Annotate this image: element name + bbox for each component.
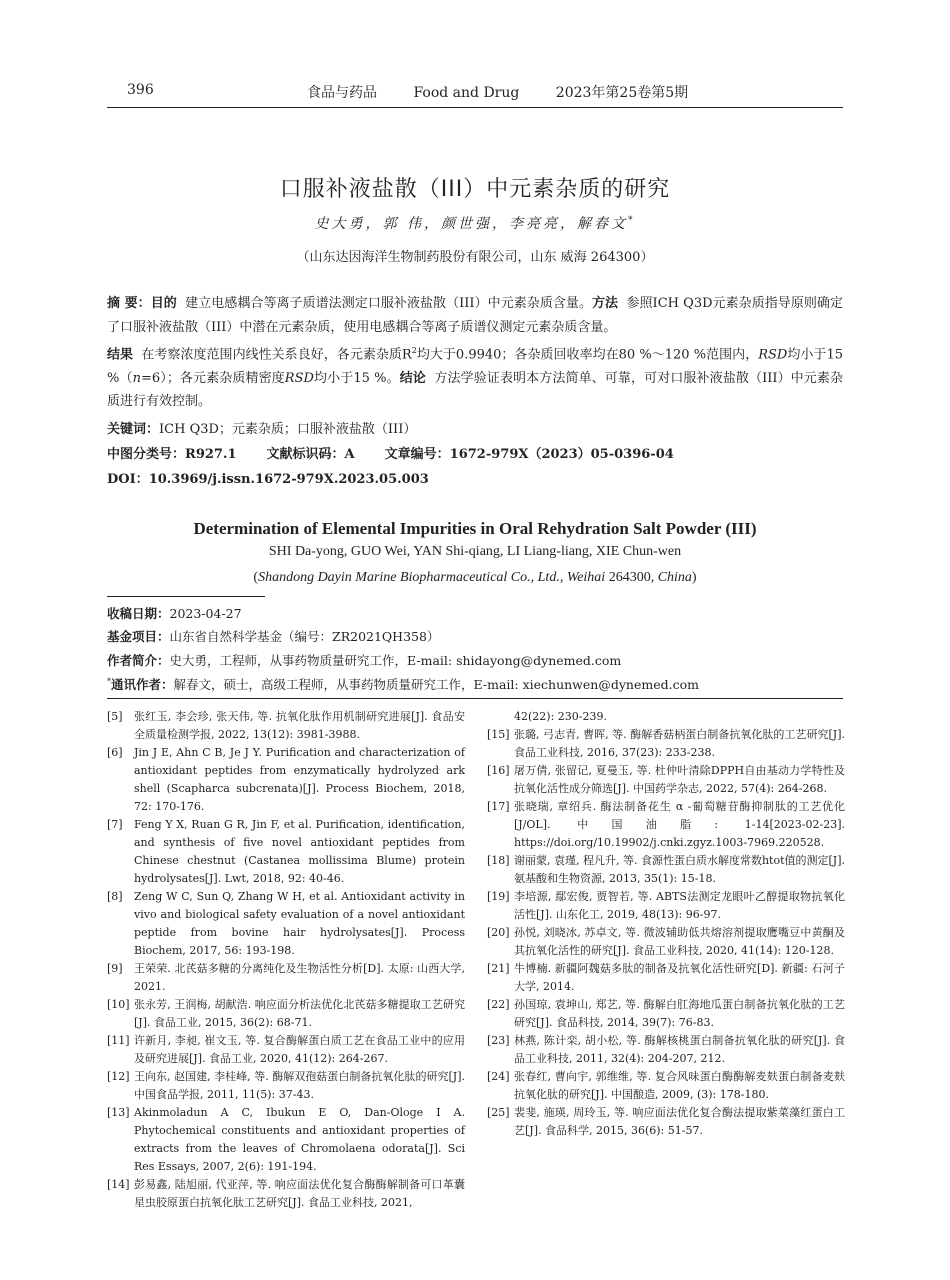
classification (107, 443, 674, 462)
corr-label: 通讯作者： (111, 677, 174, 692)
reference-text: 林燕, 陈计栾, 胡小松, 等. 酶解核桃蛋白制备抗氧化肽的研究[J]. 食品工业科技, 2011, 32(4): 204-207, 212. (514, 1034, 845, 1065)
reference-item (107, 960, 465, 996)
received-label: 收稿日期： (107, 606, 170, 621)
doi-value: 10.3969/j.issn.1672-979X.2023.05.003 (148, 472, 429, 487)
reference-number: [23] (487, 1034, 510, 1047)
references-left-column (107, 708, 465, 1212)
received-value: 2023-04-27 (169, 606, 242, 621)
reference-number: [19] (487, 890, 510, 903)
reference-text: 谢丽蒙, 袁瑾, 程凡升, 等. 食源性蛋白质水解度常数htot值的测定[J]. 氨基酸和生物资源, 2013, 35(1): 15-18. (514, 854, 846, 885)
clc-value: R927.1 (185, 447, 237, 462)
reference-number: [13] (107, 1106, 130, 1119)
received-date (107, 604, 242, 622)
reference-text: 裴斐, 施瑛, 周玲玉, 等. 响应面法优化复合酶法提取紫菜藻红蛋白工艺[J]. 食品科学, 2015, 36(6): 51-57. (514, 1106, 845, 1137)
reference-item (107, 744, 465, 816)
reference-text: 王荣荣. 北芪菇多糖的分离纯化及生物活性分析[D]. 太原: 山西大学, 2021. (134, 962, 465, 993)
reference-item (487, 852, 845, 888)
fund-label: 基金项目： (107, 629, 170, 644)
reference-item (107, 1176, 465, 1212)
author-bio-value: 史大勇，工程师，从事药物质量研究工作，E-mail: shidayong@dynemed.com (169, 653, 622, 668)
reference-number: [8] (107, 890, 123, 903)
journal-name-en: Food and Drug (413, 85, 520, 101)
corresponding-mark: * (627, 215, 636, 226)
reference-number: [25] (487, 1106, 510, 1119)
reference-text: Feng Y X, Ruan G R, Jin F, et al. Purification, identification, and synthesis of five novel antioxidant peptides from Chinese chestnut (Castanea mollissima Blume) protein hydrolysates[J]. Lwt, 2018, 92: 40-46. (134, 818, 465, 885)
reference-item (107, 888, 465, 960)
reference-text: 牛博楠. 新疆阿魏菇多肽的制备及抗氧化活性研究[D]. 新疆: 石河子大学, 2014. (514, 962, 845, 993)
reference-item (487, 1032, 845, 1068)
reference-item (487, 996, 845, 1032)
reference-item (107, 708, 465, 744)
reference-text: Zeng W C, Sun Q, Zhang W H, et al. Antioxidant activity in vivo and biological safety evaluation of a novel antioxidant peptide from bovine hair hydrolysates[J]. Process Biochem, 2017, 56: 193-198. (134, 890, 465, 957)
doi (107, 468, 429, 487)
footnote-rule (107, 596, 265, 597)
reference-text: 张红玉, 李会珍, 张天伟, 等. 抗氧化肽作用机制研究进展[J]. 食品安全质量检测学报, 2022, 13(12): 3981-3988. (134, 710, 465, 741)
fund-value: 山东省自然科学基金（编号：ZR2021QH358） (169, 629, 440, 644)
page-number: 396 (127, 82, 154, 98)
corr-mark: * (107, 676, 111, 686)
reference-number: [18] (487, 854, 510, 867)
r-squared-sup: 2 (411, 346, 417, 355)
author-list (0, 213, 950, 233)
objective-text: 建立电感耦合等离子质谱法测定口服补液盐散（III）中元素杂质含量。 (185, 296, 593, 311)
reference-number: [11] (107, 1034, 130, 1047)
reference-text: 许新月, 李昶, 崔文玉, 等. 复合酶解蛋白质工艺在食品工业中的应用及研究进展[J]. 食品工业, 2020, 41(12): 264-267. (134, 1034, 465, 1065)
reference-text: 孙悦, 刘晓冰, 苏卓文, 等. 微波辅助低共熔溶剂提取鹰嘴豆中黄酮及其抗氧化活性的研究[J]. 食品工业科技, 2020, 41(14): 120-128. (514, 926, 845, 957)
keywords-value: ICH Q3D；元素杂质；口服补液盐散（III） (159, 422, 417, 437)
corr-value: 解春文，硕士，高级工程师，从事药物质量研究工作，E-mail: xiechunwen@dynemed.com (173, 677, 699, 692)
conclusion-text: 方法学验证表明本方法简单、可靠，可对口服补液盐散（III）中元素杂质进行有效控制。 (107, 370, 844, 410)
doi-label: DOI： (107, 472, 149, 487)
method-text: 参照ICH Q3D元素杂质指导原则确定了口服补液盐散（III）中潜在元素杂质，使用电感耦合等离子质谱仪测定元素杂质含量。 (107, 296, 843, 335)
journal-issue: 2023年第25卷第5期 (555, 85, 689, 101)
results-text-1: 在考察浓度范围内线性关系良好，各元素杂质R (141, 347, 412, 363)
reference-number: [14] (107, 1178, 130, 1191)
affil-country: China (657, 570, 692, 585)
reference-number: [21] (487, 962, 510, 975)
references-right-column (487, 708, 845, 1140)
journal-name-cn: 食品与药品 (307, 85, 377, 101)
english-title: Determination of Elemental Impurities in Oral Rehydration Salt Powder (III) (193, 519, 757, 538)
article-no-value: 1672-979X（2023）05-0396-04 (449, 447, 674, 462)
results-text-5: 均小于15 %。 (313, 370, 400, 386)
keywords-label: 关键词： (107, 422, 160, 437)
reference-text: 彭易鑫, 陆旭丽, 代亚萍, 等. 响应面法优化复合酶酶解制备可口革囊星虫胶原蛋白抗氧化肽工艺研究[J]. 食品工业科技, 2021, (134, 1178, 465, 1209)
english-authors: SHI Da-yong, GUO Wei, YAN Shi-qiang, LI Liang-liang, XIE Chun-wen (268, 544, 682, 559)
objective-label: 目的 (150, 296, 177, 311)
reference-item (487, 762, 845, 798)
reference-item (487, 960, 845, 996)
reference-number: [15] (487, 728, 510, 741)
affil-open: ( (253, 570, 259, 585)
article-no-label: 文章编号： (384, 447, 450, 462)
reference-text: 王向东, 赵国建, 李桂峰, 等. 酶解双孢菇蛋白制备抗氧化肽的研究[J]. 中国食品学报, 2011, 11(5): 37-43. (134, 1070, 465, 1101)
clc-label: 中图分类号： (107, 447, 186, 462)
affil-postcode: 264300, (605, 570, 658, 585)
reference-number: [10] (107, 998, 130, 1011)
abstract-label: 摘 要： (107, 296, 151, 311)
reference-item (487, 1104, 845, 1140)
reference-item (487, 798, 845, 852)
doc-code-label: 文献标识码： (266, 447, 345, 462)
paper-title: 口服补液盐散（III）中元素杂质的研究 (279, 177, 671, 202)
results-text-3: 均小于15 %（ (107, 347, 843, 386)
reference-text: Akinmoladun A C, Ibukun E O, Dan-Ologe I A. Phytochemical constituents and antioxidant properties of extracts from the leaves of Chromolaena odorata[J]. Sci Res Essays, 2007, 2(6): 191-194. (134, 1106, 465, 1173)
reference-text: Jin J E, Ahn C B, Je J Y. Purification and characterization of antioxidant peptides from enzymatically hydrolyzed ark shell (Scapharca subcrenata)[J]. Process Biochem, 2018, 72: 170-176. (134, 746, 465, 813)
reference-text: 42(22): 230-239. (514, 710, 607, 723)
results-text-4: =6）；各元素杂质精密度 (140, 370, 285, 386)
reference-item (107, 1104, 465, 1176)
rsd-label-2: RSD (284, 370, 314, 386)
fund (107, 627, 439, 645)
reference-item (487, 708, 845, 726)
affil-institution: Shandong Dayin Marine Biopharmaceutical Co., Ltd., Weihai (258, 570, 606, 585)
author-bio-label: 作者简介： (107, 653, 170, 668)
results-label: 结果 (107, 347, 134, 363)
reference-text: 孙国琼, 袁坤山, 郑艺, 等. 酶解白肛海地瓜蛋白制备抗氧化肽的工艺研究[J]. 食品科技, 2014, 39(7): 76-83. (514, 998, 845, 1029)
reference-item (107, 816, 465, 888)
reference-text: 屠万倩, 张留记, 夏曼玉, 等. 杜仲叶清除DPPH自由基动力学特性及抗氧化活性成分筛选[J]. 中国药学杂志, 2022, 57(4): 264-268. (514, 764, 845, 795)
reference-item (107, 996, 465, 1032)
reference-number: [7] (107, 818, 123, 831)
affiliation: （山东达因海洋生物制药股份有限公司，山东 威海 264300） (296, 250, 654, 265)
author-names: 史大勇，郭 伟，颜世强，李亮亮，解春文 (314, 216, 628, 232)
reference-item (487, 1068, 845, 1104)
reference-text: 张晓瑞, 章绍兵. 酶法制备花生 α -葡萄糖苷酶抑制肽的工艺优化[J/OL]. 中国油脂: 1-14[2023-02-23]. https://doi.org/10.19902/j.cnki.zgyz.1003-7969.220528. (514, 800, 845, 849)
english-affiliation (0, 570, 950, 586)
reference-number: [6] (107, 746, 123, 759)
journal-info (307, 82, 720, 102)
reference-text: 李培源, 鄢宏俊, 贾智若, 等. ABTS法测定龙眼叶乙醇提取物抗氧化活性[J]. 山东化工, 2019, 48(13): 96-97. (514, 890, 845, 921)
reference-item (487, 888, 845, 924)
reference-item (107, 1032, 465, 1068)
results-text-2: 均大于0.9940；各杂质回收率均在80 %～120 %范围内， (416, 347, 759, 363)
reference-item (487, 924, 845, 960)
doc-code-value: A (344, 447, 355, 462)
author-bio (107, 651, 621, 669)
rsd-label-1: RSD (758, 347, 788, 363)
reference-number: [12] (107, 1070, 130, 1083)
affil-close: ) (691, 570, 697, 585)
reference-text: 张春红, 曹向宇, 郭维维, 等. 复合风味蛋白酶酶解麦麸蛋白制备麦麸抗氧化肽的研究[J]. 中国酿造, 2009, (3): 178-180. (514, 1070, 845, 1101)
reference-number: [24] (487, 1070, 510, 1083)
conclusion-label: 结论 (399, 370, 426, 386)
reference-number: [16] (487, 764, 510, 777)
abstract-cn (107, 292, 843, 414)
reference-number: [20] (487, 926, 510, 939)
footnote-bottom-rule (107, 698, 843, 699)
reference-item (487, 726, 845, 762)
reference-number: [9] (107, 962, 123, 975)
header-rule (107, 107, 843, 108)
running-header (107, 80, 843, 108)
reference-number: [5] (107, 710, 123, 723)
reference-text: 张永芳, 王润梅, 胡献浩. 响应面分析法优化北芪菇多糖提取工艺研究[J]. 食品工业, 2015, 36(2): 68-71. (134, 998, 465, 1029)
keywords (107, 418, 416, 437)
reference-item (107, 1068, 465, 1104)
n-variable: n (132, 370, 141, 386)
reference-text: 张璐, 弓志青, 曹晖, 等. 酶解香菇柄蛋白制备抗氧化肽的工艺研究[J]. 食品工业科技, 2016, 37(23): 233-238. (514, 728, 845, 759)
reference-number: [17] (487, 800, 510, 813)
reference-number: [22] (487, 998, 510, 1011)
corresponding-author (107, 675, 699, 693)
method-label: 方法 (592, 296, 619, 311)
